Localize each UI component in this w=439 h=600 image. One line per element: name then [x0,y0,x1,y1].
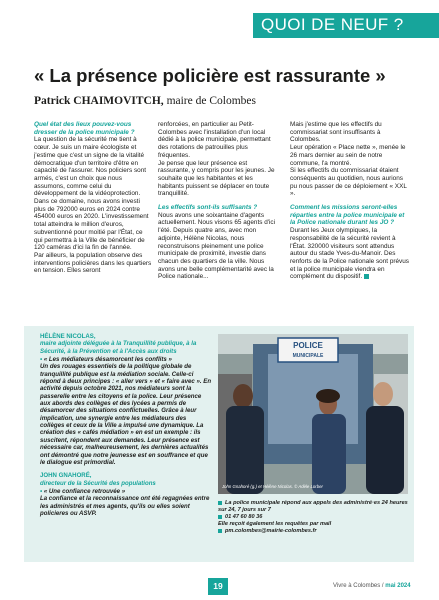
square-bullet-icon [218,501,222,505]
paragraph: Leur opération « Place nette », menée le 26 mars dernier au sein de notre commune, l'a montré. [290,144,406,167]
phone-line [218,514,410,521]
quote-text: Un des rouages essentiels de la politique globale de tranquillité publique est la médiation sociale. Celle-ci répond à deux principes : « aller vers » et « faire avec ». En activité depuis octobre 2021, nos médiateurs sont la passerelle entre les citoyens et la police. Leur présence aux abords des collèges et des lycées a permis de désamorcer des situations conflictuelles. Grâce à leur implication, une synergie entre les médiateurs des collèges et ceux de la Ville a impulsé une dynamique. La création des « cafés médiation » en est un exemple : ils suscitent, répondent aux demandes. Leur présence est nécessaire car, malheureusement, les dernières actualités ont démontré que notre jeunesse est en souffrance et que le dialogue est primordial. [40,363,212,466]
photo-caption: John Gnahoré (g.) et Hélène Nicolas. © Adèle Lorber [222,484,323,489]
question-3: Comment les missions seront-elles réparties entre la police municipale et la Police nationale durant les JO ? [290,204,405,227]
info-line: La police municipale répond aux appels des administré·es 24 heures sur 24, 7 jours sur 7 [218,500,408,513]
paragraph: renforcées, en particulier au Petit-Colombes avec l'installation d'un local dédié à la police municipale, permettant des rotations de patrouilles plus fréquentes. [158,121,271,159]
phone-number: 01 47 60 80 36 [225,514,263,520]
paragraph: Si les effectifs du commissariat étaient conséquents au quotidien, nous aurions pu nous passer de ce déploiement « XXL ». [290,167,407,198]
headline-rest: est rassurante » [238,65,386,86]
article-column-3 [290,121,410,281]
square-bullet-icon [218,515,222,519]
question-2: Les effectifs sont-ils suffisants ? [158,204,258,212]
quote-text: La confiance et la reconnaissance ont été regagnées entre les administrés et mes agents, qu'ils ou elles soient policieres ou ASVP. [40,495,210,517]
section-title: QUOI DE NEUF ? [261,15,404,34]
paragraph: Nous avons une soixantaine d'agents actuellement. Nous visons 65 agents d'ici l'été. Depuis quatre ans, avec mon adjointe, Hélène Nicolas, nous reconstruisons pleinement une police municipale de proximité, investie dans chacun des quartiers de la ville. Nous avons une belle complémentarité avec la Police nationale... [158,211,276,281]
paragraph [290,227,410,281]
person-name: HÉLÈNE NICOLAS, [40,333,96,340]
interview-box-text [40,333,212,517]
paragraph: Je pense que leur présence est rassurante, y compris pour les jeunes. Je souhaite que les habitantes et les habitants puissent se déplacer en toute tranquillité. [158,159,275,198]
photo [218,334,408,494]
byline-role: maire de Colombes [163,95,256,107]
person-role: directeur de la Sécurité des populations [40,479,156,487]
email-address: pm.colombes@mairie-colombes.fr [225,528,317,534]
magazine-name: Vivre à Colombes / [333,583,386,589]
paragraph-text: Durant les Jeux olympiques, la responsabilité de la sécurité revient à l'État. 320000 visiteurs sont attendus autour du stade Yves-du-Manoir. Des renforts de la Police nationale sont prévus et la police municipale viendra en complément du dispositif. [290,227,410,281]
bullet-icon: • [40,487,44,495]
question-1: Quel état des lieux pouvez-vous dresser de la police municipale ? [34,121,135,136]
quote-subtitle: • « Une confiance retrouvée » [40,487,126,495]
person-name: JOHN GNAHORÉ, [40,472,92,480]
headline [34,65,386,87]
article-column-2 [158,121,276,281]
page-number: 19 [213,581,223,591]
article-column-1 [34,121,152,275]
bullet-icon: • [40,356,44,364]
email-line [218,528,410,535]
paragraph: La question de la sécurité me tient à cœur. Je suis un maire écologiste et j'estime que c'est un signe de la vitalité démocratique d'un territoire d'être en capacité de l'assurer. Nos policiers sont armés, c'est un choix que nous assumons, comme celui du développement de la vidéoprotection. Dans ce domaine, nous avons investi plus de 792000 euros en 2024 contre 454000 euros en 2020. L'investissement total atteindra le million d'euros, subventionné pour moitié par l'État, ce qui permettra à la Ville de bénéficier de 120 caméras d'ici la fin de l'année. [34,136,149,252]
police-photo-illustration [218,334,408,494]
photo-sign-subtext: MUNICIPALE [292,353,324,359]
footer-credit [333,583,411,589]
issue-date: mai 2024 [385,583,411,589]
quote-subtitle: • « Les médiateurs désamorcent les conflits » [40,356,172,364]
photo-sign-text: POLICE [293,341,323,350]
paragraph: Mais j'estime que les effectifs du commissariat sont insuffisants à Colombes. [290,121,382,144]
contact-info [218,500,410,535]
end-square-icon [364,274,369,279]
byline [34,95,256,107]
headline-bold: « La présence policière [34,65,239,86]
person-role: maire adjointe déléguée à la Tranquillité publique, à la Sécurité, à la Prévention et à l'Accès aux droits [40,340,197,355]
square-bullet-icon [218,529,222,533]
byline-name: Patrick CHAIMOVITCH, [34,95,164,107]
paragraph: Par ailleurs, la population observe des interventions policières dans les quartiers en tension. Elles seront [34,251,152,275]
info-line: Elle reçoit également les requêtes par mail [218,521,332,527]
